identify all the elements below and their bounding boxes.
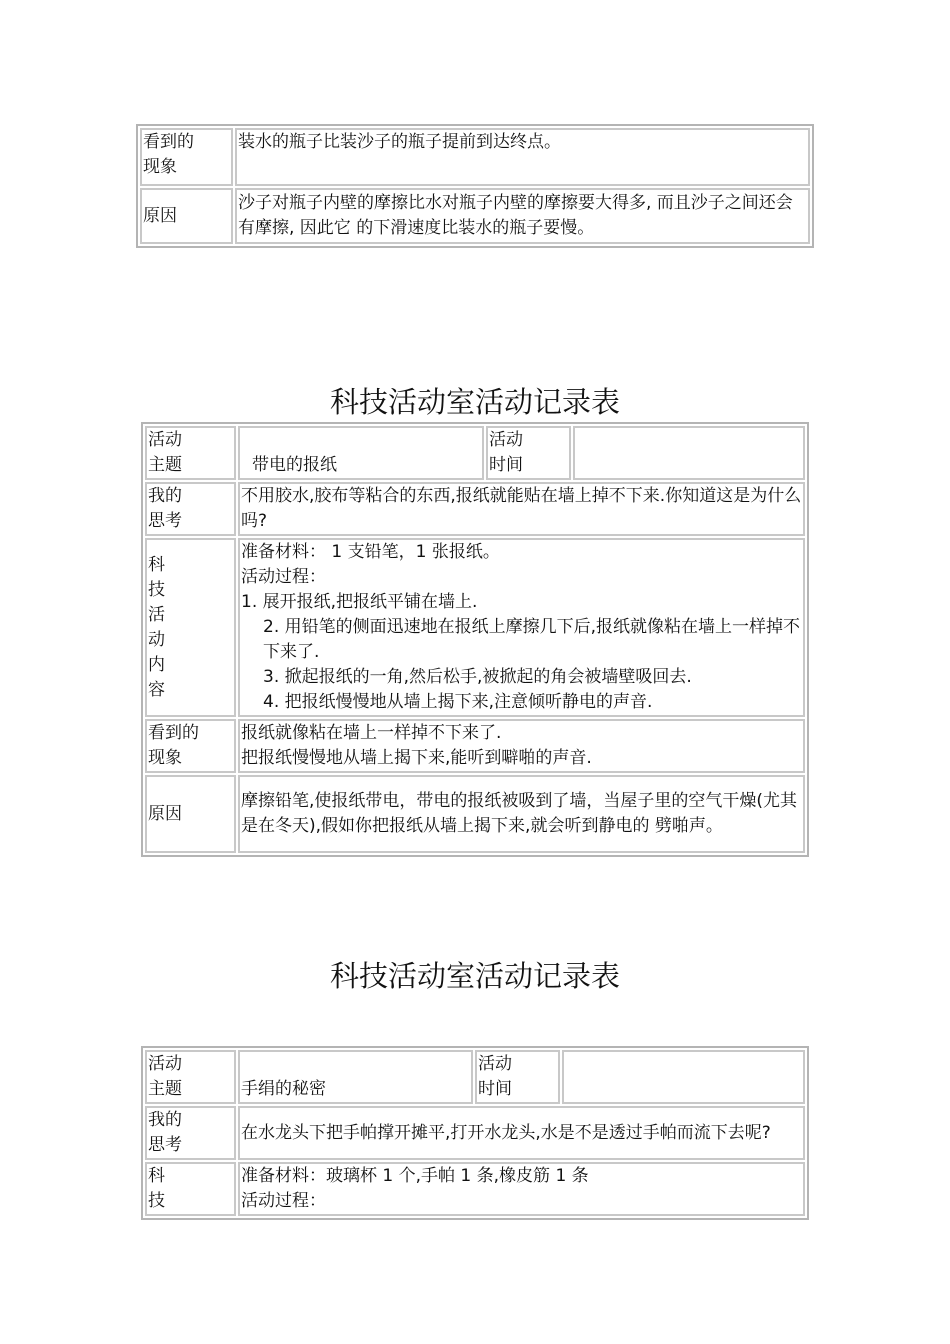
table-row xyxy=(145,719,805,773)
reason-label: 原因 xyxy=(145,775,236,853)
step-2: 2. 用铅笔的侧面迅速地在报纸上摩擦几下后,报纸就像粘在墙上一样掉不下来了. xyxy=(263,617,801,662)
time-value xyxy=(562,1050,805,1104)
table-row xyxy=(140,128,810,186)
materials-text: 准备材料： 1 支铅笔，1 张报纸。 xyxy=(241,542,500,562)
step-4: 4. 把报纸慢慢地从墙上揭下来,注意倾听静电的声音. xyxy=(263,692,653,712)
row-label: 原因 xyxy=(140,188,233,244)
theme-value: 带电的报纸 xyxy=(238,426,484,480)
process-label: 活动过程： xyxy=(241,567,326,587)
table-row xyxy=(145,426,805,480)
theme-label: 活动 主题 xyxy=(145,1050,236,1104)
table-row xyxy=(145,1162,805,1216)
page-title: 科技活动室活动记录表 xyxy=(329,385,620,419)
content-label: 科 技 xyxy=(145,1162,236,1216)
table-row xyxy=(145,775,805,853)
reason-value: 摩擦铅笔,使报纸带电，带电的报纸被吸到了墙，当屋子里的空气干燥(尤其是在冬天),假如你把报纸从墙上揭下来,就会听到静电的 劈啪声。 xyxy=(238,775,805,853)
table-row xyxy=(145,1050,805,1104)
record-table-3 xyxy=(141,1046,809,1220)
step-3: 3. 掀起报纸的一角,然后松手,被掀起的角会被墙壁吸回去. xyxy=(263,667,692,687)
content-value xyxy=(238,538,805,717)
think-value: 不用胶水,胶布等粘合的东西,报纸就能贴在墙上掉不下来.你知道这是为什么吗? xyxy=(238,482,805,536)
think-label: 我的 思考 xyxy=(145,1106,236,1160)
time-label: 活动 时间 xyxy=(475,1050,560,1104)
phenomenon-label: 看到的 现象 xyxy=(145,719,236,773)
table-row xyxy=(145,1106,805,1160)
record-table-2 xyxy=(141,422,809,857)
theme-value: 手绢的秘密 xyxy=(238,1050,473,1104)
table-row xyxy=(140,188,810,244)
theme-label: 活动 主题 xyxy=(145,426,236,480)
phenomenon-value: 报纸就像粘在墙上一样掉不下来了. 把报纸慢慢地从墙上揭下来,能听到噼啪的声音. xyxy=(238,719,805,773)
time-label: 活动 时间 xyxy=(486,426,571,480)
think-value: 在水龙头下把手帕撑开摊平,打开水龙头,水是不是透过手帕而流下去呢? xyxy=(238,1106,805,1160)
row-value: 装水的瓶子比装沙子的瓶子提前到达终点。 xyxy=(235,128,810,186)
think-label: 我的 思考 xyxy=(145,482,236,536)
content-value xyxy=(238,1162,805,1216)
materials-text: 准备材料：玻璃杯 1 个,手帕 1 条,橡皮筋 1 条 xyxy=(241,1166,589,1186)
table-row xyxy=(145,482,805,536)
row-value: 沙子对瓶子内壁的摩擦比水对瓶子内壁的摩擦要大得多, 而且沙子之间还会有摩擦, 因此它 的下滑速度比装水的瓶子要慢。 xyxy=(235,188,810,244)
row-label: 看到的 现象 xyxy=(140,128,233,186)
table-row xyxy=(145,538,805,717)
time-value xyxy=(573,426,805,480)
page-title-2: 科技活动室活动记录表 xyxy=(329,959,620,993)
step-1: 1. 展开报纸,把报纸平铺在墙上. xyxy=(241,592,478,612)
process-label: 活动过程： xyxy=(241,1191,326,1211)
table-1 xyxy=(136,124,814,248)
content-label: 科 技 活 动 内 容 xyxy=(145,538,236,717)
